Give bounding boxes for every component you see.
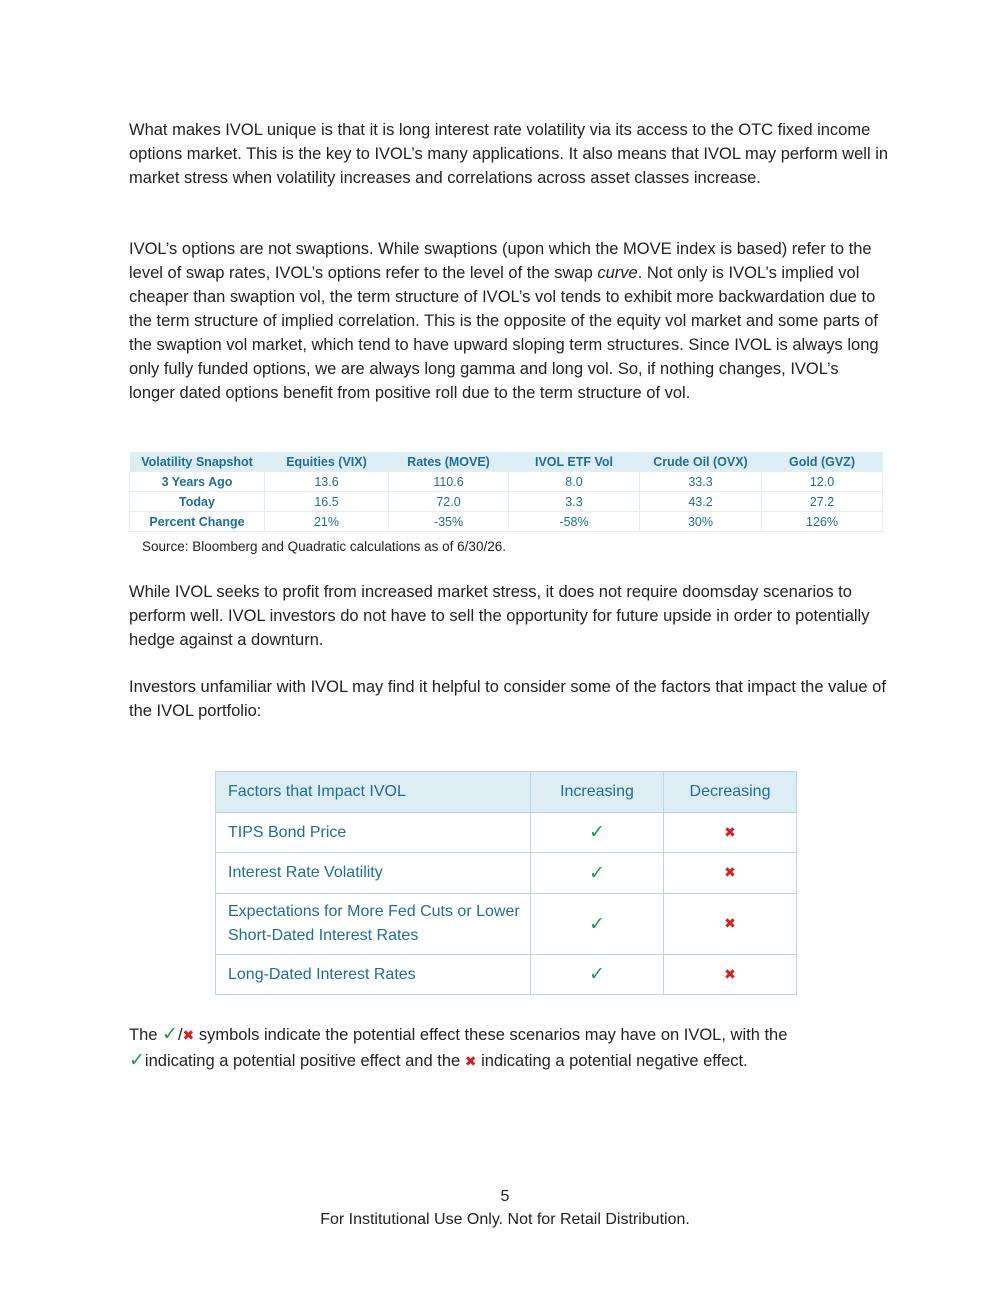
paragraph-ivol-options-italic: curve	[597, 264, 638, 282]
snapshot-cell: 43.2	[640, 492, 762, 512]
check-icon: ✓	[589, 862, 605, 884]
paragraph-ivol-options-part2: . Not only is IVOL’s implied vol cheaper than swaption vol, the term structure of IVOL’s vol tends to exhibit more backwardation due to the term structure of implied correlation. This is the opposite of the equity vol market and some parts of the swaption vol market, which tend to have upward sloping term structures. Since IVOL is always long only fully funded options, we are always long gamma and long vol. So, if nothing changes, IVOL’s longer dated options benefit from positive roll due to the term structure of vol.	[129, 264, 879, 402]
snapshot-cell: 72.0	[389, 492, 509, 512]
cross-icon: ✖	[724, 965, 736, 982]
snapshot-row-label: 3 Years Ago	[130, 472, 265, 492]
legend-line1-text: symbols indicate the potential effect these scenarios may have on IVOL, with the	[194, 1026, 788, 1044]
cross-icon: ✖	[724, 915, 736, 931]
increasing-cell	[531, 813, 664, 853]
table-row	[216, 955, 797, 995]
cross-icon: ✖	[464, 1053, 477, 1069]
legend-paragraph	[129, 1022, 889, 1074]
table-row	[130, 492, 883, 512]
paragraph-ivol-options	[129, 237, 889, 405]
snapshot-cell: 16.5	[265, 492, 389, 512]
snapshot-cell: 3.3	[509, 492, 640, 512]
snapshot-cell: -58%	[509, 512, 640, 532]
decreasing-cell	[664, 955, 797, 995]
table-row	[130, 512, 883, 532]
snapshot-cell: -35%	[389, 512, 509, 532]
cross-icon: ✖	[724, 864, 736, 880]
cross-icon: ✖	[724, 823, 736, 840]
increasing-cell	[531, 894, 664, 955]
factors-table	[215, 771, 797, 995]
snapshot-cell: 30%	[640, 512, 762, 532]
increasing-cell	[531, 853, 664, 894]
decreasing-cell	[664, 853, 797, 894]
table-row	[216, 894, 797, 955]
snapshot-cell: 27.2	[762, 492, 883, 512]
check-icon: ✓	[129, 1050, 145, 1071]
paragraph-ivol-options-part1: IVOL’s options are not swaptions. While swaptions (upon which the MOVE index is based) refer to the level of swap rates, IVOL’s options refer to the level of the swap	[129, 240, 872, 282]
legend-slash: /	[177, 1026, 183, 1044]
snapshot-row-label: Percent Change	[130, 512, 265, 532]
snapshot-header-row	[130, 452, 883, 472]
table-row	[130, 472, 883, 492]
paragraph-ivol-unique: What makes IVOL unique is that it is long interest rate volatility via its access to the OTC fixed income options market. This is the key to IVOL’s many applications. It also means that IVOL may perform well in market stress when volatility increases and correlations across asset classes increase.	[129, 121, 889, 187]
volatility-snapshot-table	[129, 452, 883, 532]
page-number: 5	[500, 1188, 510, 1205]
snapshot-header-cell: Rates (MOVE)	[389, 452, 509, 472]
snapshot-row-label: Today	[130, 492, 265, 512]
snapshot-header-cell: Gold (GVZ)	[762, 452, 883, 472]
check-icon: ✓	[589, 822, 605, 843]
check-icon: ✓	[162, 1024, 178, 1045]
snapshot-cell: 126%	[762, 512, 883, 532]
check-icon: ✓	[589, 913, 605, 935]
snapshot-cell: 110.6	[389, 472, 509, 492]
snapshot-cell: 21%	[265, 512, 389, 532]
increasing-cell	[531, 955, 664, 995]
table-row	[216, 813, 797, 853]
paragraph-factors-intro: Investors unfamiliar with IVOL may find it helpful to consider some of the factors that impact the value of the IVOL portfolio:	[129, 678, 886, 720]
paragraph-market-stress: While IVOL seeks to profit from increased market stress, it does not require doomsday scenarios to perform well. IVOL investors do not have to sell the opportunity for future upside in order to potentially hedge against a downturn.	[129, 583, 870, 649]
snapshot-header-cell: Equities (VIX)	[265, 452, 389, 472]
snapshot-cell: 8.0	[509, 472, 640, 492]
legend-line2-negative: indicating a potential negative effect.	[476, 1052, 748, 1070]
factors-header-cell: Factors that Impact IVOL	[216, 772, 531, 813]
cross-icon: ✖	[182, 1027, 195, 1043]
factor-label: Long-Dated Interest Rates	[216, 955, 531, 995]
snapshot-source-note: Source: Bloomberg and Quadratic calculations as of 6/30/26.	[142, 539, 506, 554]
factor-label: Interest Rate Volatility	[216, 853, 531, 894]
decreasing-cell	[664, 894, 797, 955]
snapshot-cell: 13.6	[265, 472, 389, 492]
factor-label: TIPS Bond Price	[216, 813, 531, 853]
snapshot-cell: 12.0	[762, 472, 883, 492]
snapshot-header-cell: Volatility Snapshot	[130, 452, 265, 472]
legend-the: The	[129, 1026, 163, 1044]
factors-header-cell: Decreasing	[664, 772, 797, 813]
factor-label: Expectations for More Fed Cuts or Lower Short-Dated Interest Rates	[216, 894, 531, 955]
factors-header-row	[216, 772, 797, 813]
table-row	[216, 853, 797, 894]
legend-line2-positive: indicating a potential positive effect and the	[144, 1052, 465, 1070]
snapshot-header-cell: IVOL ETF Vol	[509, 452, 640, 472]
footer-disclaimer: For Institutional Use Only. Not for Retail Distribution.	[320, 1211, 690, 1228]
snapshot-header-cell: Crude Oil (OVX)	[640, 452, 762, 472]
snapshot-cell: 33.3	[640, 472, 762, 492]
decreasing-cell	[664, 813, 797, 853]
factors-header-cell: Increasing	[531, 772, 664, 813]
check-icon: ✓	[589, 964, 605, 985]
